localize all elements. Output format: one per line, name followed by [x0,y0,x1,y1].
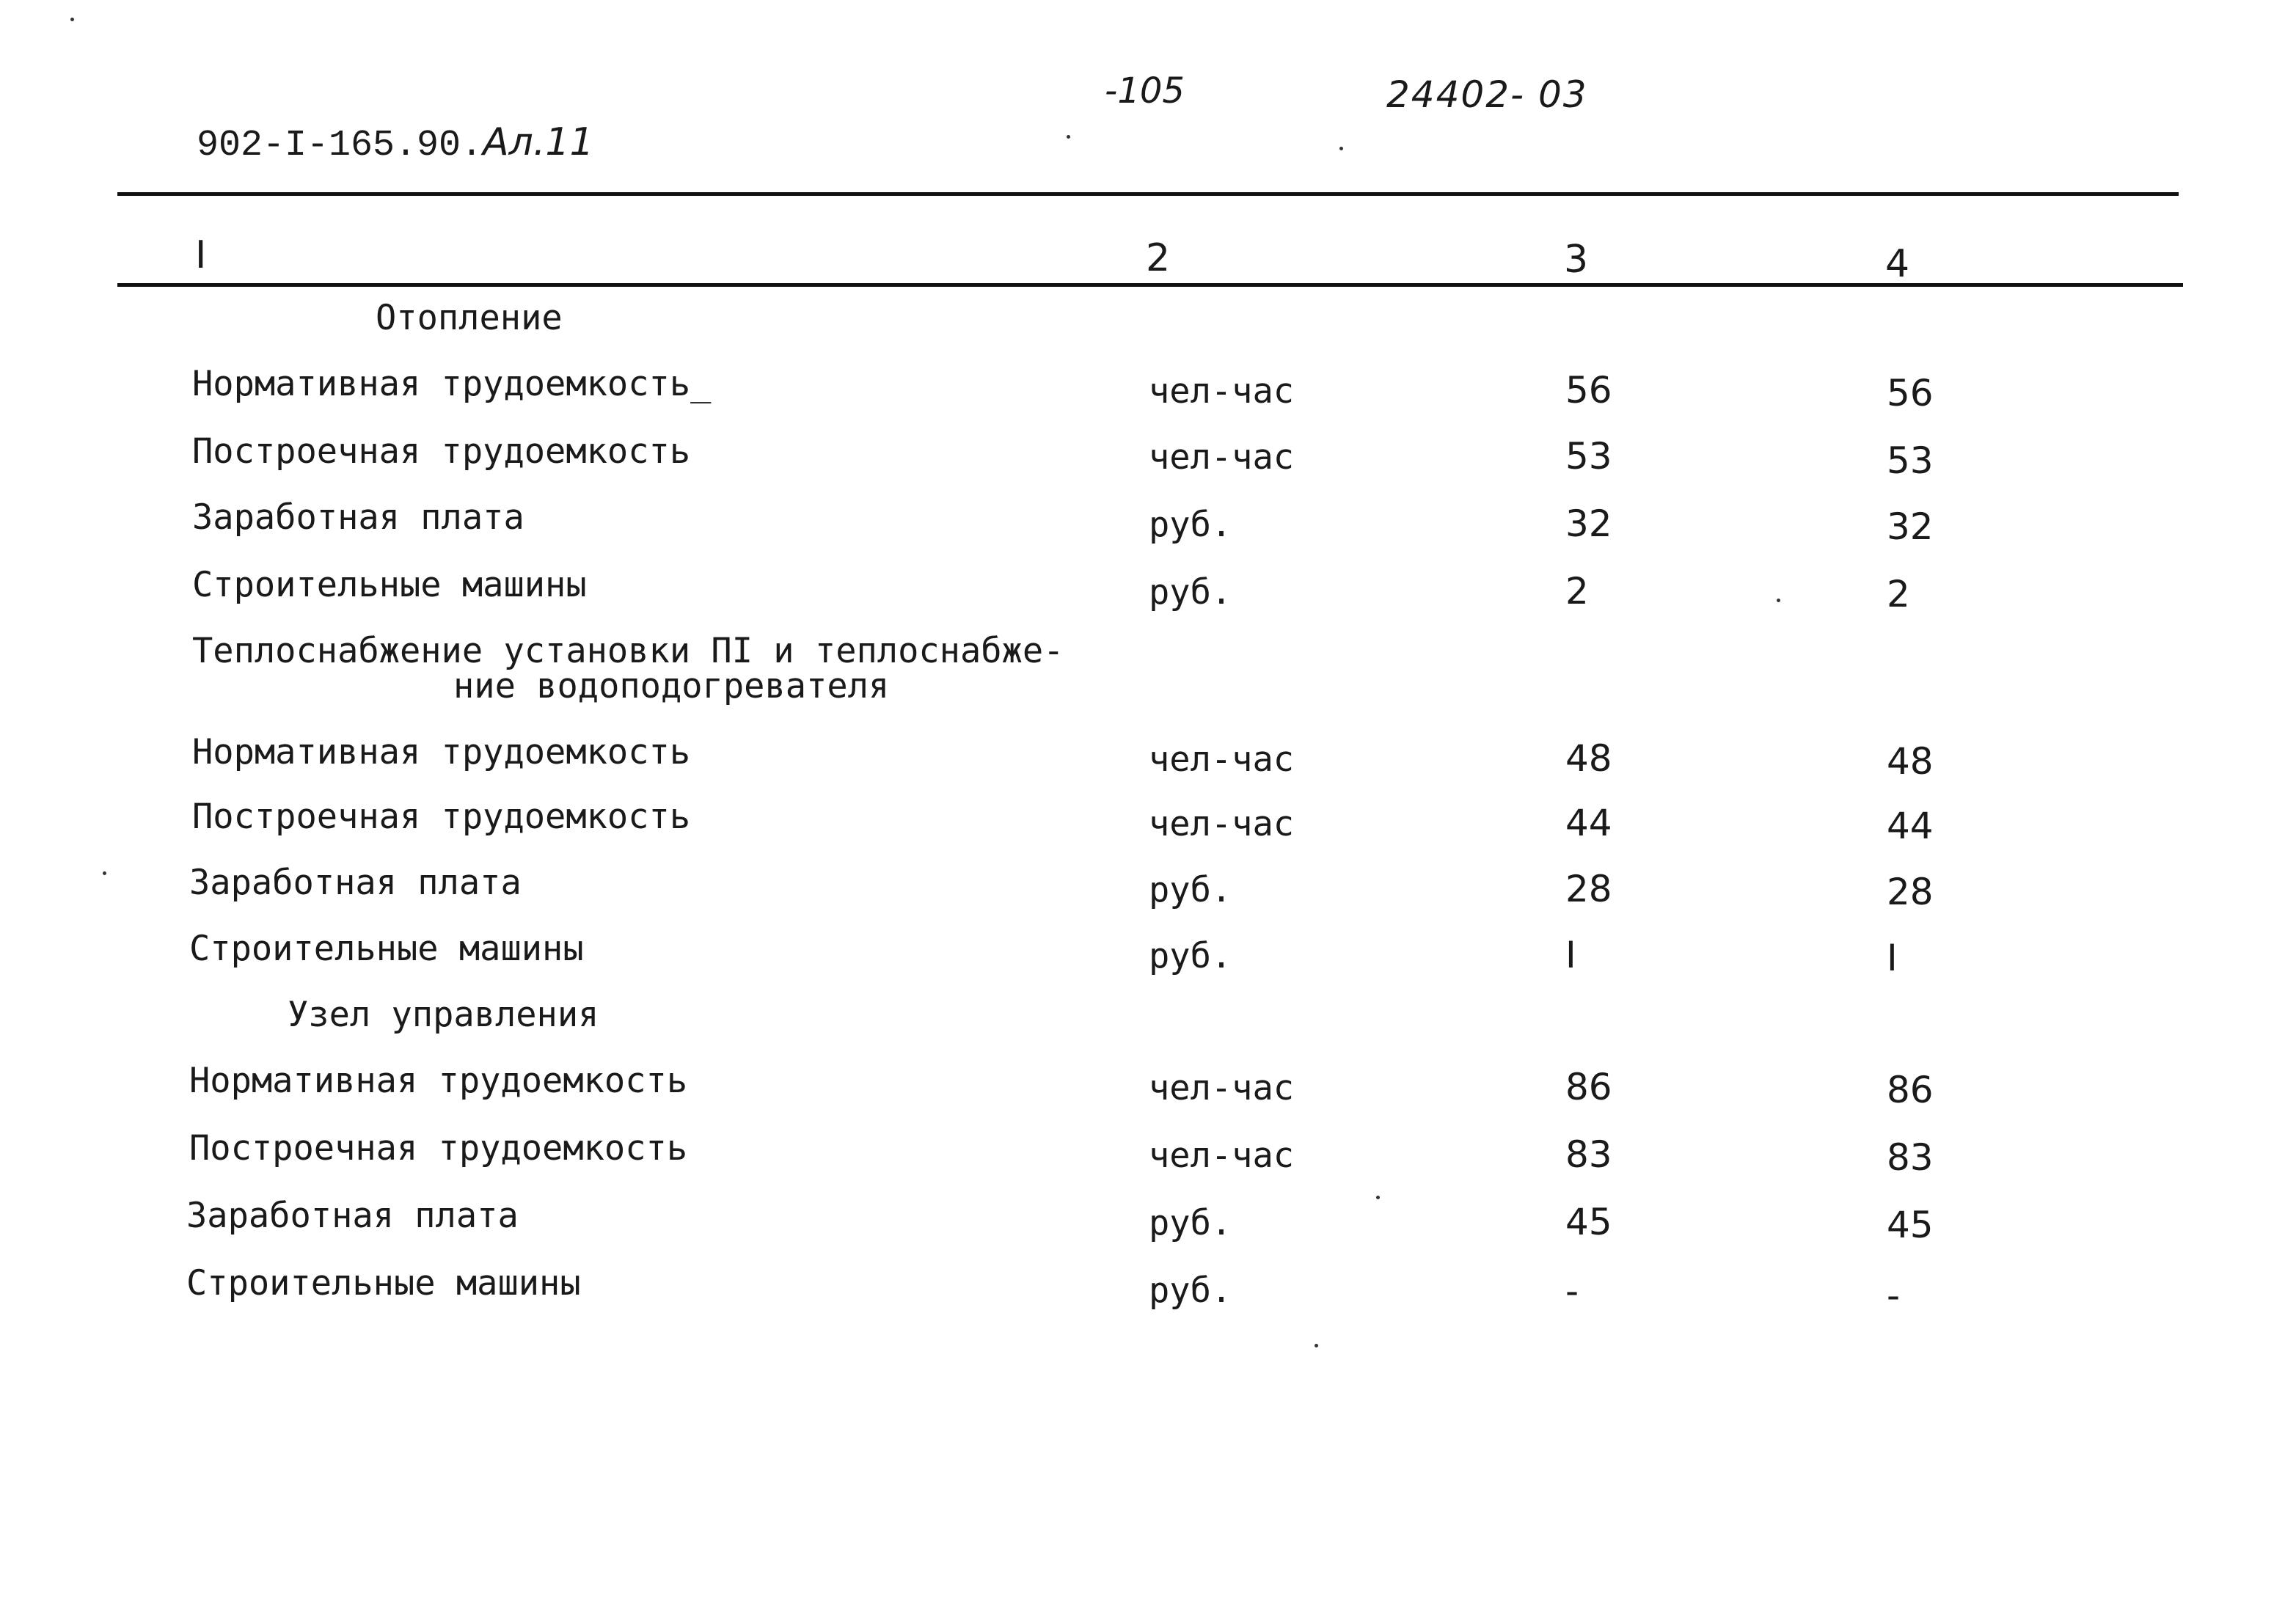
row-value-col3: 28 [1565,868,1612,910]
column-header-3: 3 [1564,238,1589,282]
row-value-col3: I [1565,934,1576,976]
row-value-col4: 53 [1887,439,1934,482]
row-unit: чел-час [1149,437,1295,478]
row-value-col3: 45 [1565,1201,1612,1243]
row-name: Построечная трудоемкость [189,1128,688,1168]
section-title-heating: Отопление [376,298,563,338]
row-value-col4: 2 [1887,573,1910,615]
row-unit: чел-час [1149,1135,1295,1176]
row-unit: чел-час [1149,1068,1295,1108]
row-name: Строительные машины [189,929,584,969]
row-value-col4: I [1887,937,1898,979]
row-value-col4: 83 [1887,1136,1934,1179]
row-name: Нормативная трудоемкость [192,732,691,772]
row-name: Заработная плата [192,497,524,538]
column-header-4: 4 [1885,242,1910,286]
scan-speck [103,871,106,875]
row-value-col3: 53 [1565,435,1612,478]
row-name: Нормативная трудоемкость_ [192,364,712,404]
row-value-col4: 45 [1887,1204,1934,1246]
row-value-col3: 32 [1565,502,1612,545]
row-unit: чел-час [1149,371,1295,412]
row-value-col3: 48 [1565,737,1612,780]
document-code-handwritten: Ал.11 [483,120,594,164]
row-value-col3: - [1565,1270,1579,1312]
scan-speck [1315,1344,1318,1347]
row-name: Нормативная трудоемкость [189,1061,688,1101]
row-value-col4: 86 [1887,1069,1934,1111]
row-unit: руб. [1149,936,1232,976]
scan-speck [1339,147,1343,150]
row-unit: руб. [1149,1270,1232,1311]
row-value-col3: 86 [1565,1066,1612,1108]
row-value-col4: 48 [1887,740,1934,783]
page-number: -105 [1105,70,1185,111]
row-value-col4: 56 [1887,372,1934,414]
row-unit: руб. [1149,572,1232,612]
row-value-col3: 2 [1565,570,1589,612]
row-name: Заработная плата [189,863,522,903]
row-name: Построечная трудоемкость [192,797,691,837]
row-name: Строительные машины [192,565,587,605]
row-unit: чел-час [1149,739,1295,780]
scan-speck [70,18,74,21]
row-name: Строительные машины [186,1263,581,1303]
row-value-col4: 28 [1887,871,1934,913]
row-value-col4: 32 [1887,505,1934,548]
section-title-control-unit: Узел управления [288,995,599,1035]
row-unit: руб. [1149,1203,1232,1243]
row-unit: руб. [1149,870,1232,910]
section-title-heat-supply-line2: ние водоподогревателя [453,666,890,706]
scan-speck [1777,599,1780,602]
row-value-col3: 56 [1565,369,1612,412]
row-value-col3: 44 [1565,802,1612,844]
row-name: Построечная трудоемкость [192,431,691,472]
scan-speck [1376,1196,1380,1199]
table-header-rule [117,283,2183,287]
column-header-2: 2 [1146,236,1171,280]
row-value-col4: - [1887,1274,1901,1317]
document-code-typed: 902-I-165.90. [197,125,483,167]
row-name: Заработная плата [186,1196,519,1236]
row-value-col3: 83 [1565,1133,1612,1176]
row-value-col4: 44 [1887,805,1934,847]
row-unit: руб. [1149,505,1232,545]
document-code [197,120,594,167]
document-number: 24402- 03 [1386,73,1588,116]
table-top-rule [117,192,2179,196]
scan-speck [1067,135,1070,139]
row-unit: чел-час [1149,804,1295,844]
column-header-1: I [195,233,207,277]
section-title-heat-supply-line1: Теплоснабжение установки ПI и теплоснабже- [192,631,1064,671]
